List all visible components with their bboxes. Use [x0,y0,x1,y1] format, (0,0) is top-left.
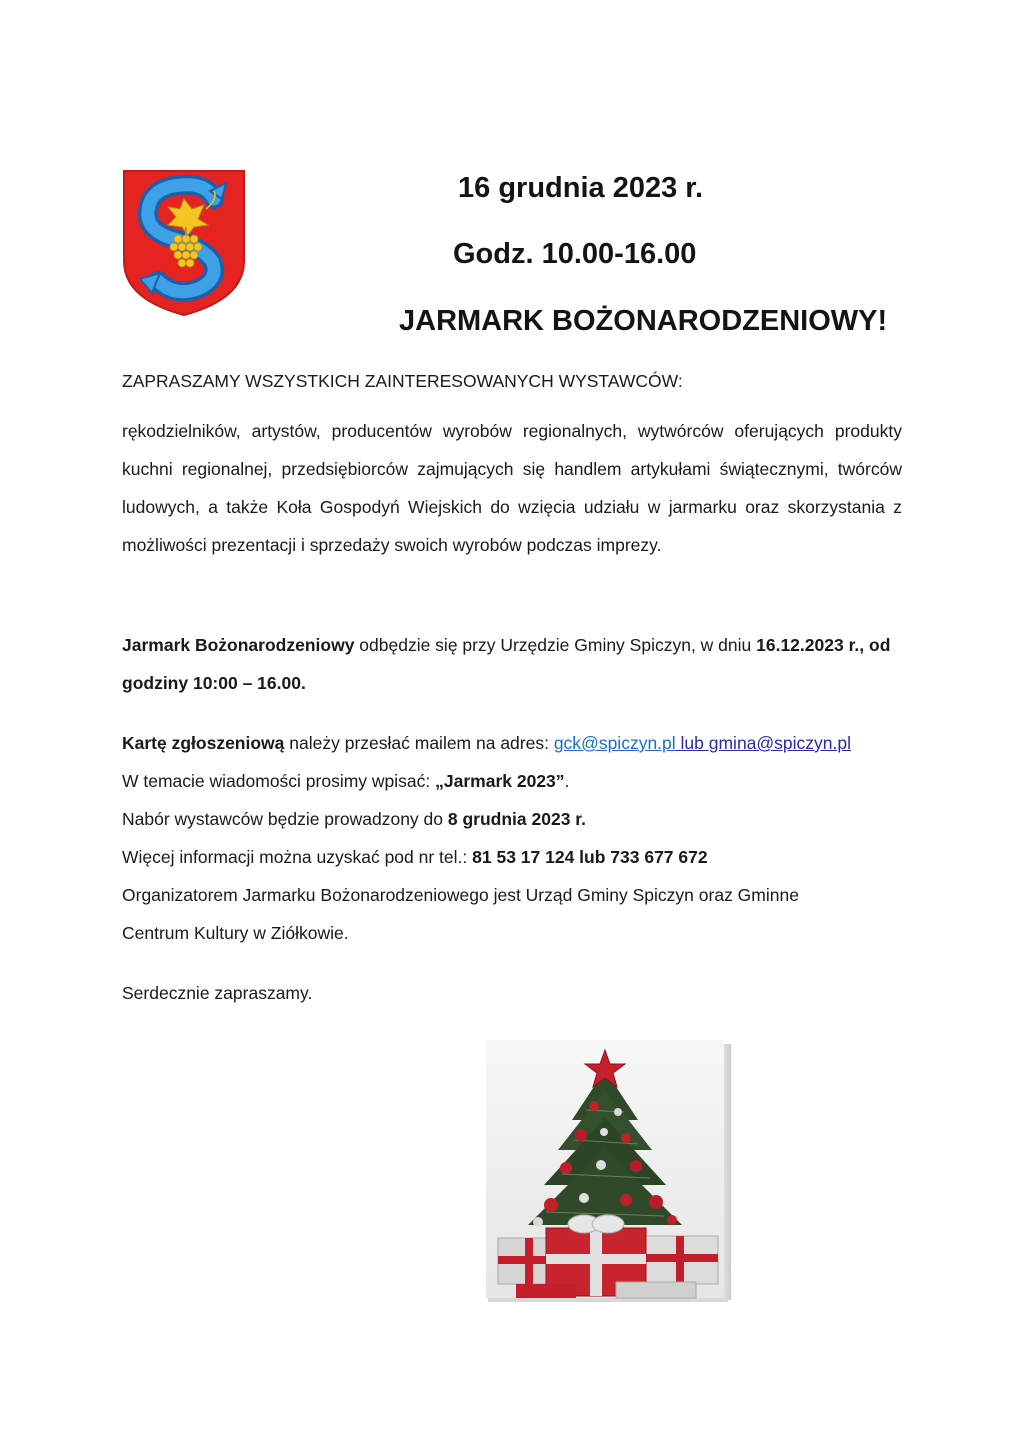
invite-heading: ZAPRASZAMY WSZYSTKICH ZAINTERESOWANYCH WYSTAWCÓW: [122,371,683,391]
email-link-gmina[interactable]: gmina@spiczyn.pl [708,733,852,753]
event-title-heading: JARMARK BOŻONARODZENIOWY! [399,305,888,337]
event-name: Jarmark Bożonarodzeniowy [122,635,355,655]
event-details-paragraph [122,626,902,702]
application-info [122,724,902,952]
form-label: Kartę zgłoszeniową [122,733,285,753]
subject-line [122,762,902,800]
event-location-text: odbędzie się przy Urzędzie Gminy Spiczyn, w dniu [354,635,757,655]
organizer-line-2: Centrum Kultury w Ziółkowie. [122,923,349,943]
form-text: należy przesłać mailem na adres: [284,733,554,753]
invitation-paragraph: rękodzielników, artystów, producentów wyrobów regionalnych, wytwórców oferujących produkty kuchni regionalnej, przedsiębiorców zajmujących się handlem artykułami świątecznymi, twórców ludowych, a także Koła Gospodyń Wiejskich do wzięcia udziału w jarmarku oraz skorzystania z możliwości prezentacji i sprzedaży swoich wyrobów podczas imprezy. [122,421,902,555]
event-time-heading: Godz. 10.00-16.00 [453,238,697,270]
event-date-time: 16.12.2023 r., od godziny 10:00 – 16.00. [122,635,891,693]
phone-value: 81 53 17 124 lub 733 677 672 [472,847,708,867]
email-link-gck[interactable]: gck@spiczyn.pl [553,733,676,753]
phone-line [122,838,902,876]
email-join-text: lub [675,733,709,753]
coat-of-arms-logo [122,169,246,317]
subject-text: W temacie wiadomości prosimy wpisać: [122,771,436,791]
christmas-tree-image [486,1040,731,1302]
deadline-value: 8 grudnia 2023 r. [447,809,586,829]
application-form-line [122,724,902,762]
phone-text: Więcej informacji można uzyskać pod nr tel.: [122,847,473,867]
closing-text: Serdecznie zapraszamy. [122,983,313,1003]
deadline-text: Nabór wystawców będzie prowadzony do [122,809,448,829]
deadline-line [122,800,902,838]
subject-value: „Jarmark 2023” [435,771,565,791]
subject-end: . [564,771,570,791]
event-date-heading: 16 grudnia 2023 r. [458,172,704,204]
organizer-line-1: Organizatorem Jarmarku Bożonarodzeniowego jest Urząd Gminy Spiczyn oraz Gminne [122,885,799,905]
